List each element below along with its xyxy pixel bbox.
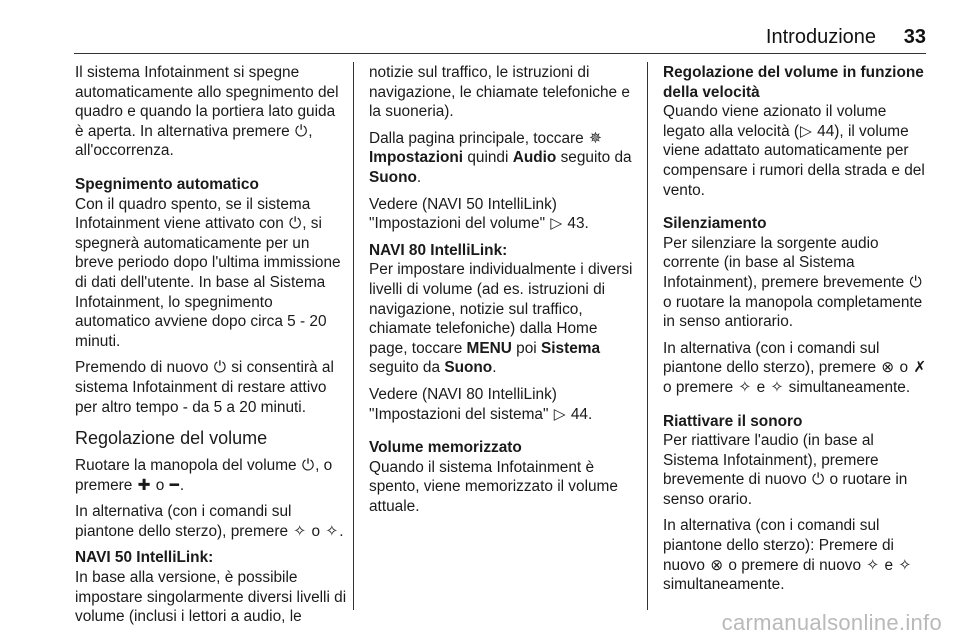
volume-down-icon: ✧ bbox=[325, 522, 339, 540]
plus-icon: ✚ bbox=[137, 476, 151, 494]
column-divider-1 bbox=[353, 62, 354, 610]
volume-up-icon: ✧ bbox=[293, 522, 307, 540]
paragraph-speed-volume: Quando viene azionato il volume legato alla velocità (▷ 44), il volume viene adattato automaticamente per compensare i rumori della strada e del vento. bbox=[663, 103, 925, 199]
paragraph-unmute: Per riattivare l'audio (in base al Sistema Infotainment), premere brevemente di nuovo ⏻ o ruotare in senso orario. bbox=[663, 432, 908, 508]
section-title: Introduzione bbox=[765, 26, 876, 48]
volume-down-icon: ✧ bbox=[770, 378, 784, 396]
paragraph-navi50-reference: Vedere (NAVI 50 IntelliLink) "Impostazioni del volume" ▷ 43. bbox=[369, 195, 589, 233]
mute-icon: ⊗ bbox=[881, 359, 895, 377]
heading-navi80: NAVI 80 IntelliLink: bbox=[369, 241, 508, 259]
paragraph-mute: Per silenziare la sorgente audio corrente (in base al Sistema Infotainment), premere brevemente ⏻ o ruotare la manopola completamente in senso antiorario. bbox=[663, 234, 923, 331]
page-number: 33 bbox=[903, 26, 926, 48]
power-icon: ⏻ bbox=[812, 471, 825, 489]
minus-icon: ━ bbox=[169, 476, 179, 494]
paragraph-steering-volume: In alternativa (con i comandi sul piantone dello sterzo), premere ✧ o ✧. bbox=[75, 503, 344, 540]
paragraph-navi50: In base alla versione, è possibile impostare singolarmente diversi livelli di volume (inclusi i lettori a audio, le bbox=[75, 569, 347, 626]
volume-up-icon: ✧ bbox=[738, 378, 752, 396]
power-icon: ⏻ bbox=[213, 359, 226, 377]
heading-volume: Regolazione del volume bbox=[75, 428, 268, 449]
page-header bbox=[0, 0, 960, 58]
heading-auto-off: Spegnimento automatico bbox=[75, 175, 259, 193]
column-1 bbox=[75, 63, 347, 627]
paragraph-volume-knob: Ruotare la manopola del volume ⏻, o premere ✚ o ━. bbox=[75, 457, 333, 494]
power-icon: ⏻ bbox=[301, 457, 315, 475]
heading-mute: Silenziamento bbox=[663, 215, 767, 233]
paragraph-power-off: Il sistema Infotainment si spegne automaticamente allo spegnimento del quadro e quando la portiera lato guida è aperta. In alternativa premere ⏻, all'occorrenza. bbox=[75, 64, 339, 160]
mute-icon: ⊗ bbox=[710, 556, 724, 574]
volume-up-icon: ✧ bbox=[866, 556, 880, 574]
power-icon: ⏻ bbox=[295, 122, 308, 140]
mute-alt-icon: ✗ bbox=[913, 359, 927, 377]
paragraph-navi80: Per impostare individualmente i diversi livelli di volume (ad es. istruzioni di navigazione, notizie sul traffico, chiamate telefoniche) dalla Home page, toccare MENU poi Sistema seguito da Suono. bbox=[369, 261, 633, 377]
column-2 bbox=[369, 63, 637, 516]
paragraph-press-again: Premendo di nuovo ⏻ si consentirà al sistema Infotainment di restare attivo per altro tempo - da 5 a 20 minuti. bbox=[75, 359, 334, 416]
paragraph-stored-volume: Quando il sistema Infotainment è spento, viene memorizzato il volume attuale. bbox=[369, 458, 618, 515]
reference-arrow-icon: ▷ bbox=[550, 215, 563, 233]
watermark: carmanualsonline.info bbox=[721, 610, 942, 635]
paragraph-mute-steering: In alternativa (con i comandi sul piantone dello sterzo), premere ⊗ o ✗ o premere ✧ e ✧ simultaneamente. bbox=[663, 339, 927, 396]
power-icon: ⏻ bbox=[909, 273, 922, 291]
settings-icon: ✵ bbox=[589, 129, 602, 147]
reference-arrow-icon: ▷ bbox=[553, 405, 566, 423]
header-divider bbox=[74, 53, 926, 54]
reference-arrow-icon: ▷ bbox=[800, 122, 812, 140]
heading-unmute: Riattivare il sonoro bbox=[663, 412, 803, 430]
power-icon: ⏻ bbox=[289, 215, 302, 233]
paragraph-auto-off: Con il quadro spento, se il sistema Infotainment viene attivato con ⏻, si spegnerà automaticamente per un breve periodo dopo l'ultima immissione di dati dell'utente. In base al Sistema Infotainment, lo spegnimento automatico avviene dopo circa 5 - 20 minuti. bbox=[75, 195, 341, 350]
heading-speed-volume: Regolazione del volume in funzione della velocità bbox=[663, 64, 924, 101]
column-divider-2 bbox=[647, 62, 648, 610]
heading-navi50: NAVI 50 IntelliLink: bbox=[75, 549, 214, 567]
paragraph-settings-path: Dalla pagina principale, toccare ✵Impostazioni quindi Audio seguito da Suono. bbox=[369, 129, 632, 186]
heading-stored-volume: Volume memorizzato bbox=[369, 439, 522, 457]
paragraph-navi50-continued: notizie sul traffico, le istruzioni di navigazione, le chiamate telefoniche e la suoneria). bbox=[369, 64, 630, 121]
column-3 bbox=[663, 63, 931, 595]
paragraph-unmute-steering: In alternativa (con i comandi sul piantone dello sterzo): Premere di nuovo ⊗ o premere di nuovo ✧ e ✧ simultaneamente. bbox=[663, 517, 912, 594]
paragraph-navi80-reference: Vedere (NAVI 80 IntelliLink) "Impostazioni del sistema" ▷ 44. bbox=[369, 385, 593, 423]
volume-down-icon: ✧ bbox=[898, 556, 912, 574]
